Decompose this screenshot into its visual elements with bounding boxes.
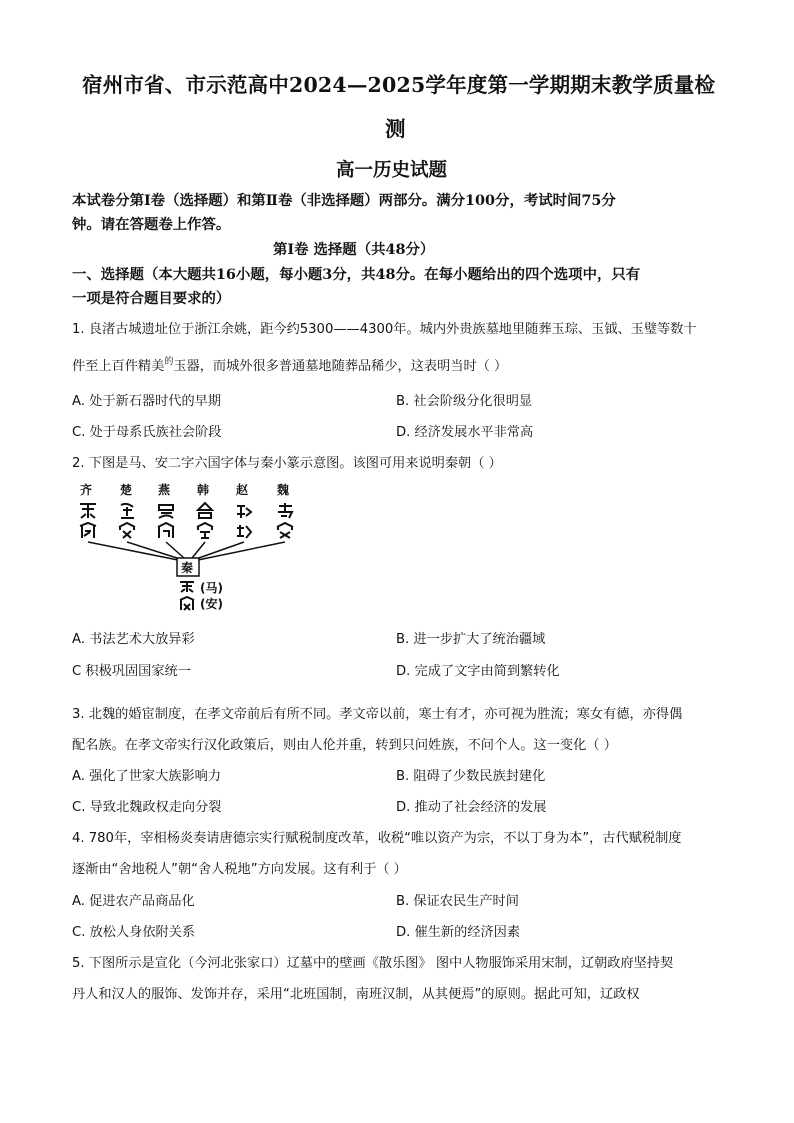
q4-option-c: C. 放松人身依附关系 <box>72 925 196 940</box>
q2-option-d: D. 完成了文字由简到繁转化 <box>396 664 560 679</box>
q5-stem-line2: 丹人和汉人的服饰、发饰并存，采用“北班国制，南班汉制，从其便焉”的原则。据此可知，辽政权 <box>72 987 640 1002</box>
glyph-wei-ma <box>278 503 292 518</box>
glyph-zhao-ma <box>237 506 251 518</box>
q1-option-c: C. 处于母系氏族社会阶段 <box>72 425 222 440</box>
instructions-line1: 本试卷分第Ⅰ卷（选择题）和第Ⅱ卷（非选择题）两部分。满分100分，考试时间75分 <box>72 192 616 209</box>
page-subtitle: 高一历史试题 <box>336 160 448 181</box>
q3-stem-line1: 3. 北魏的婚宦制度，在孝文帝前后有所不同。孝文帝以前，寒士有才，亦可视为胜流；寒女有德，亦得偶 <box>72 707 683 722</box>
state-name-chu: 楚 <box>120 483 133 497</box>
q4-stem-line2: 逐渐由“舍地税人”朝“舍人税地”方向发展。这有利于（ ） <box>72 862 407 877</box>
q4-stem-line1: 4. 780年，宰相杨炎奏请唐德宗实行赋税制度改革，收税“唯以资产为宗，不以丁身为本”，古代赋税制度 <box>72 831 682 846</box>
q4-option-a: A. 促进农产品商品化 <box>72 894 195 909</box>
glyph-han-an <box>197 523 213 538</box>
state-name-yan: 燕 <box>158 483 171 497</box>
glyph-chu-ma <box>121 504 134 518</box>
qin-seal-ma <box>180 582 194 592</box>
state-name-zhao: 赵 <box>236 483 249 497</box>
q1-option-b: B. 社会阶级分化很明显 <box>396 394 533 409</box>
glyph-zhao-an <box>237 525 251 538</box>
q1-option-d: D. 经济发展水平非常高 <box>396 425 534 440</box>
section-heading-line1: 一、选择题（本大题共16小题，每小题3分，共48分。在每小题给出的四个选项中，只有 <box>72 266 641 283</box>
q5-stem-line1: 5. 下图所示是宣化（今河北张家口）辽墓中的壁画《散乐图》 图中人物服饰采用宋制，辽朝政府坚持契 <box>72 956 674 971</box>
glyph-yan-ma <box>159 505 173 518</box>
label-an: (安) <box>200 597 223 611</box>
q3-option-d: D. 推动了社会经济的发展 <box>396 800 547 815</box>
q1-stem-sup: 的 <box>164 357 174 367</box>
state-name-han: 韩 <box>197 483 210 497</box>
glyph-wei-an <box>277 523 293 538</box>
glyph-row-ma <box>80 503 292 518</box>
q1-stem-part-b: 玉器，而城外很多普通墓地随葬品稀少，这表明当时（ ） <box>173 359 508 374</box>
script-unification-figure <box>70 480 310 612</box>
section-title: 第Ⅰ卷 选择题（共48分） <box>273 241 435 258</box>
state-name-qi: 齐 <box>80 483 93 497</box>
qin-seal-an <box>180 597 194 610</box>
q1-stem-line1: 1. 良渚古城遗址位于浙江余姚，距今约5300——4300年。城内外贵族墓地里随葬玉琮、玉钺、玉璧等数十 <box>72 322 697 337</box>
page-title-line2: 测 <box>385 117 406 141</box>
q3-option-a: A. 强化了世家大族影响力 <box>72 769 222 784</box>
glyph-chu-an <box>119 523 135 538</box>
glyph-qi-an <box>80 523 96 538</box>
qin-seal-glyphs <box>180 582 194 610</box>
q2-option-a: A. 书法艺术大放异彩 <box>72 632 195 647</box>
q1-option-a: A. 处于新石器时代的早期 <box>72 394 222 409</box>
glyph-han-ma <box>198 503 212 518</box>
q2-option-c: C 积极巩固国家统一 <box>72 664 191 679</box>
glyph-row-an <box>80 523 293 538</box>
q2-option-b: B. 进一步扩大了统治疆域 <box>396 632 546 647</box>
state-name-wei: 魏 <box>277 483 290 497</box>
q1-stem-part-a: 件至上百件精美 <box>72 359 165 374</box>
q3-option-b: B. 阻碍了少数民族封建化 <box>396 769 546 784</box>
glyph-qi-ma <box>80 504 96 518</box>
instructions-line2: 钟。请在答题卷上作答。 <box>72 216 231 233</box>
q4-option-b: B. 保证农民生产时间 <box>396 894 519 909</box>
label-ma: (马) <box>200 581 223 595</box>
section-heading-line2: 一项是符合题目要求的） <box>72 290 231 307</box>
script-unification-diagram <box>70 480 310 612</box>
q3-option-c: C. 导致北魏政权走向分裂 <box>72 800 222 815</box>
page-title-line1: 宿州市省、市示范高中2024—2025学年度第一学期期末教学质量检 <box>82 73 716 97</box>
q3-stem-line2: 配名族。在孝文帝实行汉化政策后，则由人伦并重，转到只问姓族，不问个人。这一变化（ ） <box>72 738 617 753</box>
q4-option-d: D. 催生新的经济因素 <box>396 925 521 940</box>
qin-label: 秦 <box>181 561 194 575</box>
q2-stem-line1: 2. 下图是马、安二字六国字体与秦小篆示意图。该图可用来说明秦朝（ ） <box>72 456 502 471</box>
glyph-yan-an <box>158 523 174 538</box>
q1-stem-line2 <box>72 354 507 374</box>
